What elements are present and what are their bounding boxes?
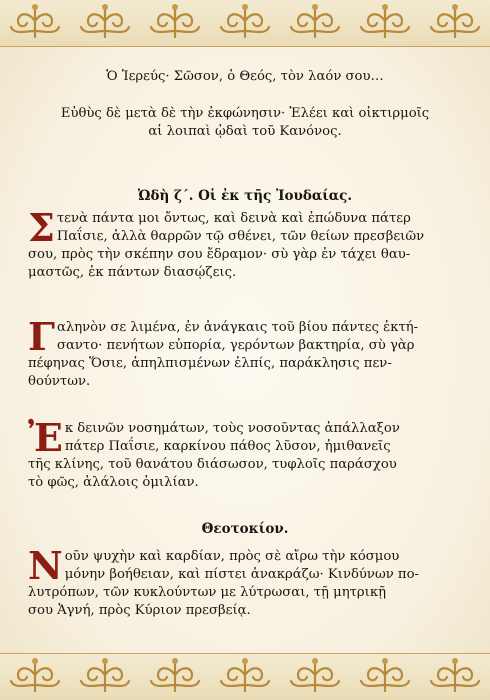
scroll-ornament-icon	[78, 1, 132, 45]
troparion-line: θούντων.	[28, 374, 91, 389]
scroll-ornament-icon	[78, 655, 132, 699]
troparion-line: Παΐσιε, ἀλλὰ θαρρῶν τῷ σθένει, τῶν θείων πρεσβειῶν	[56, 229, 425, 244]
troparion-line: μαστῶς, ἐκ πάντων διασῴζεις.	[28, 265, 237, 280]
troparion-line: τὸ φῶς, ἀλάλοις ὁμιλίαν.	[28, 475, 199, 490]
drop-cap: Γ	[28, 314, 55, 359]
intro-block	[28, 68, 462, 141]
rubric-line-2: αἱ λοιπαὶ ᾠδαὶ τοῦ Κανόνος.	[148, 124, 342, 139]
theotokion-line: μόνην βοήθειαν, καὶ πίστει ἀνακράζω· Κινδύνων πο-	[64, 567, 419, 582]
priest-exclamation: Ὁ Ἱερεύς· Σῶσον, ὁ Θεός, τὸν λαόν σου…	[106, 69, 384, 84]
troparion-line: σαντο· πενήτων εὐπορία, γερόντων βακτηρία, σὺ γὰρ	[56, 338, 415, 353]
troparion-3	[28, 415, 462, 492]
scroll-ornament-icon	[428, 655, 482, 699]
scroll-ornament-icon	[218, 1, 272, 45]
ode-heading: Ὠδὴ ζ΄. Οἱ ἐκ τῆς Ἰουδαίας.	[137, 188, 353, 204]
top-ornament-border	[0, 0, 490, 47]
scroll-ornament-icon	[358, 1, 412, 45]
scroll-ornament-icon	[288, 655, 342, 699]
drop-cap: Ν	[28, 543, 63, 588]
theotokion-heading: Θεοτοκίον.	[201, 521, 289, 537]
scroll-ornament-icon	[428, 1, 482, 45]
theotokion-line: σου Ἁγνή, πρὸς Κύριον πρεσβείᾳ.	[28, 603, 251, 618]
drop-cap: Ἐ	[28, 415, 63, 460]
troparion-line: κ δεινῶν νοσημάτων, τοὺς νοσοῦντας ἀπάλλαξον	[64, 421, 400, 436]
theotokion	[28, 543, 462, 620]
troparion-2	[28, 314, 462, 391]
scroll-ornament-icon	[218, 655, 272, 699]
troparion-line: τενὰ πάντα μοι ὄντως, καὶ δεινὰ καὶ ἐπώδυνα πάτερ	[56, 211, 411, 226]
scroll-ornament-icon	[288, 1, 342, 45]
scroll-ornament-icon	[8, 1, 62, 45]
scroll-ornament-icon	[148, 655, 202, 699]
drop-cap: Σ	[28, 205, 55, 250]
rubric-line-1: Εὐθὺς δὲ μετὰ δὲ τὴν ἐκφώνησιν· Ἐλέει καὶ οἰκτιρμοῖς	[60, 106, 430, 121]
bottom-ornament-border	[0, 653, 490, 700]
troparion-1	[28, 205, 462, 282]
troparion-line: τῆς κλίνης, τοῦ θανάτου διάσωσον, τυφλοῖς παράσχου	[28, 457, 397, 472]
scroll-ornament-icon	[358, 655, 412, 699]
troparion-line: σου, πρὸς τὴν σκέπην σου ἔδραμον· σὺ γὰρ ἐν τάχει θαυ-	[28, 247, 411, 262]
troparion-line: πάτερ Παΐσιε, καρκίνου πάθος λῦσον, ἠμιθανεῖς	[64, 439, 391, 454]
theotokion-line: λυτρόπων, τῶν κυκλούντων με λύτρωσαι, τῇ μητρικῇ	[28, 585, 386, 600]
theotokion-line: οῦν ψυχὴν καὶ καρδίαν, πρὸς σὲ αἴρω τὴν κόσμου	[64, 549, 400, 564]
troparion-line: πέφηνας Ὅσιε, ἀπηλπισμένων ἐλπίς, παράκλησις πεν-	[28, 356, 392, 371]
troparion-line: αληνὸν σε λιμένα, ἐν ἀνάγκαις τοῦ βίου πάντες ἐκτή-	[56, 320, 419, 335]
scroll-ornament-icon	[8, 655, 62, 699]
scroll-ornament-icon	[148, 1, 202, 45]
